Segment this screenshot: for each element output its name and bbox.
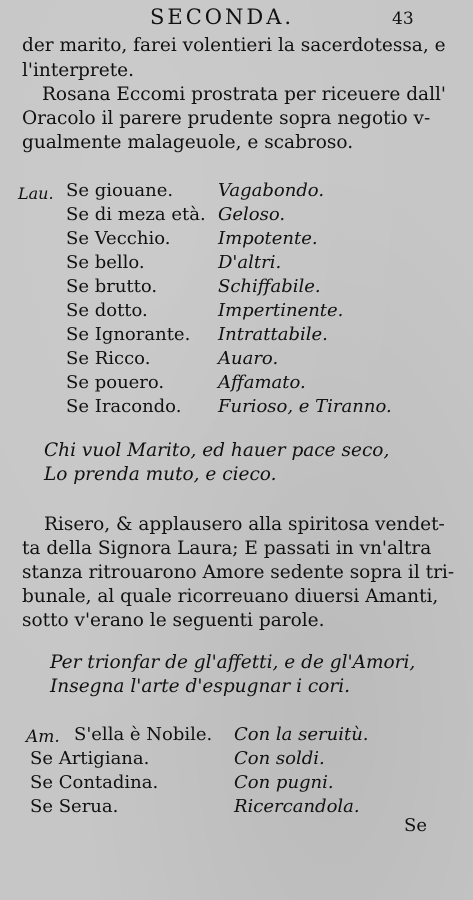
list1-right-2: Impotente. (218, 228, 318, 249)
verse1-line-2: Lo prenda muto, e cieco. (44, 464, 277, 485)
catchword: Se (404, 815, 427, 836)
list1-right-5: Impertinente. (218, 300, 344, 321)
list1-left-0: Se giouane. (66, 180, 174, 201)
para2-line-5: sotto v'erano le seguenti parole. (22, 610, 325, 631)
list1-left-7: Se Ricco. (66, 348, 151, 369)
list1-right-1: Geloso. (218, 204, 286, 225)
list1-left-8: Se pouero. (66, 372, 165, 393)
para2-line-3: stanza ritrouarono Amore sedente sopra il tri- (22, 562, 455, 583)
list1-left-1: Se di meza età. (66, 204, 206, 225)
para2-line-2: ta della Signora Laura; E passati in vn'altra (22, 538, 432, 559)
list1-right-6: Intrattabile. (218, 324, 328, 345)
list1-left-2: Se Vecchio. (66, 228, 171, 249)
para1-line-5: gualmente malageuole, e scabroso. (22, 132, 354, 153)
list1-left-4: Se brutto. (66, 276, 158, 297)
list2-right-3: Ricercandola. (234, 796, 360, 817)
para1-line-1: der marito, farei volentieri la sacerdotessa, e (22, 35, 446, 56)
list1-right-9: Furioso, e Tiranno. (218, 396, 392, 417)
list1-left-9: Se Iracondo. (66, 396, 182, 417)
verse2-line-1: Per trionfar de gl'affetti, e de gl'Amori, (50, 652, 416, 673)
list1-right-7: Auaro. (218, 348, 279, 369)
list2-right-0: Con la seruitù. (234, 724, 369, 745)
list2-right-2: Con pugni. (234, 772, 334, 793)
para1-line-4: Oracolo il parere prudente sopra negotio v- (22, 108, 431, 129)
running-title: SECONDA. (150, 5, 295, 29)
list1-right-8: Affamato. (218, 372, 306, 393)
list2-right-1: Con soldi. (234, 748, 325, 769)
speaker-lau: Lau. (18, 184, 54, 203)
list1-right-4: Schiffabile. (218, 276, 321, 297)
list2-left-1: Se Artigiana. (30, 748, 150, 769)
list1-left-6: Se Ignorante. (66, 324, 191, 345)
list1-right-0: Vagabondo. (218, 180, 325, 201)
verse2-line-2: Insegna l'arte d'espugnar i cori. (50, 676, 351, 697)
page-number: 43 (392, 9, 414, 29)
running-head (0, 5, 473, 31)
list2-left-2: Se Contadina. (30, 772, 159, 793)
para1-line-2: l'interprete. (22, 60, 134, 81)
list2-left-3: Se Serua. (30, 796, 119, 817)
para1-line-3: Rosana Eccomi prostrata per riceuere dall' (42, 84, 447, 105)
list1-left-5: Se dotto. (66, 300, 148, 321)
list1-left-3: Se bello. (66, 252, 145, 273)
list2-left-0: S'ella è Nobile. (74, 724, 213, 745)
para2-line-4: bunale, al quale ricorreuano diuersi Amanti, (22, 586, 439, 607)
verse1-line-1: Chi vuol Marito, ed hauer pace seco, (44, 440, 390, 461)
speaker-am: Am. (26, 727, 60, 747)
list1-right-3: D'altri. (218, 252, 282, 273)
para2-line-1: Risero, & applausero alla spiritosa vendet- (44, 514, 445, 535)
